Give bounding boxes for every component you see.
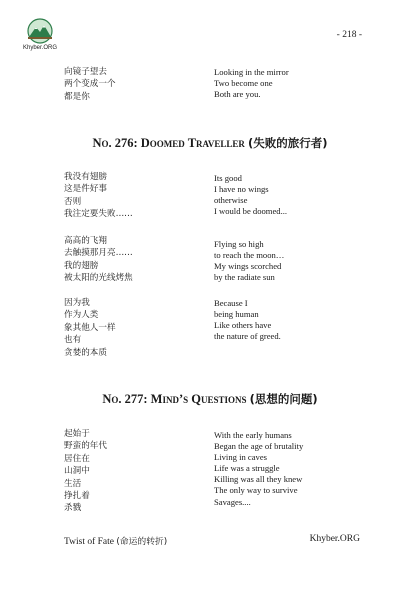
poem-line: 山洞中	[64, 466, 90, 477]
footer-book-title-cn: (命运的转折)	[116, 537, 168, 547]
poem-line: 我注定要失败……	[64, 209, 133, 220]
site-logo	[18, 18, 62, 51]
poem-line: otherwise	[214, 195, 248, 206]
poem-line: 杀戮	[64, 503, 82, 514]
poem-277-title-cn: (思想的问题)	[249, 392, 318, 406]
poem-line: 贪婪的本质	[64, 347, 107, 358]
poem-277-stanza-1-english	[214, 430, 374, 508]
poem-line: 生活	[64, 478, 82, 489]
poem-line: I would be doomed...	[214, 206, 288, 217]
poem-276-stanza-3-english	[214, 298, 374, 342]
poem-line: 都是你	[64, 91, 90, 102]
poem-276-title-cn: (失败的旅行者)	[248, 136, 328, 150]
poem-line: I have no wings	[214, 184, 269, 195]
poem-276-stanza-3-chinese	[64, 297, 204, 359]
poem-line: the nature of greed.	[214, 331, 281, 342]
poem-line: 象其他人一样	[64, 322, 116, 333]
khyber-mountain-logo-icon	[25, 18, 55, 44]
poem-277-stanza-1-chinese	[64, 428, 204, 515]
poem-line: 也有	[64, 335, 82, 346]
poem-line: 我的翅膀	[64, 260, 99, 271]
poem-line: 被太阳的光线烤焦	[64, 273, 133, 284]
poem-line: being human	[214, 309, 259, 320]
poem-276-stanza-2-chinese	[64, 235, 204, 285]
page-number: - 218 -	[336, 30, 362, 40]
poem-line: Looking in the mirror	[214, 67, 289, 77]
logo-text: Khyber.ORG	[22, 45, 57, 51]
poem-276-stanza-2-english	[214, 239, 374, 283]
poem-line: 我没有翅膀	[64, 172, 107, 182]
footer-book-title	[64, 534, 167, 547]
poem-276-stanza-1-chinese	[64, 171, 204, 221]
poem-line: 起始于	[64, 429, 90, 439]
poem-276-stanza-1-english	[214, 173, 374, 217]
top-poem-english	[214, 67, 374, 100]
poem-line: Its good	[214, 173, 242, 183]
top-poem-chinese	[64, 66, 204, 103]
footer-site: Khyber.ORG	[309, 534, 360, 544]
poem-line: Killing was all they knew	[214, 474, 303, 485]
poem-line: With the early humans	[214, 430, 292, 440]
footer-book-title-en: Twist of Fate	[64, 537, 114, 547]
poem-line: 居住在	[64, 453, 90, 464]
poem-line: 去触摸那月亮……	[64, 248, 133, 259]
poem-line: 向镜子望去	[64, 67, 107, 77]
poem-line: 否则	[64, 196, 82, 207]
poem-line: 作为人类	[64, 310, 99, 321]
poem-line: 因为我	[64, 298, 90, 308]
poem-line: by the radiate sun	[214, 272, 275, 283]
poem-line: Life was a struggle	[214, 463, 280, 474]
poem-line: Began the age of brutality	[214, 441, 304, 452]
poem-line: Living in caves	[214, 452, 267, 463]
poem-line: Savages....	[214, 496, 251, 507]
poem-276-title-en: No. 276: Doomed Traveller	[92, 136, 245, 150]
poem-line: Two become one	[214, 78, 273, 89]
poem-line: 挣扎着	[64, 491, 90, 502]
poem-line: Both are you.	[214, 89, 261, 100]
poem-line: Flying so high	[214, 239, 264, 249]
poem-line: Because I	[214, 298, 248, 308]
poem-line: Like others have	[214, 320, 272, 331]
poem-line: to reach the moon…	[214, 250, 285, 261]
poem-line: 这是件好事	[64, 184, 107, 195]
poem-277-title	[0, 391, 420, 407]
poem-line: The only way to survive	[214, 485, 298, 496]
poem-line: 野蛮的年代	[64, 441, 107, 452]
poem-line: 两个变成一个	[64, 79, 116, 90]
poem-276-title	[0, 135, 420, 151]
poem-line: 高高的飞翔	[64, 236, 107, 246]
poem-line: My wings scorched	[214, 261, 282, 272]
poem-277-title-en: No. 277: Mind’s Questions	[102, 392, 247, 406]
